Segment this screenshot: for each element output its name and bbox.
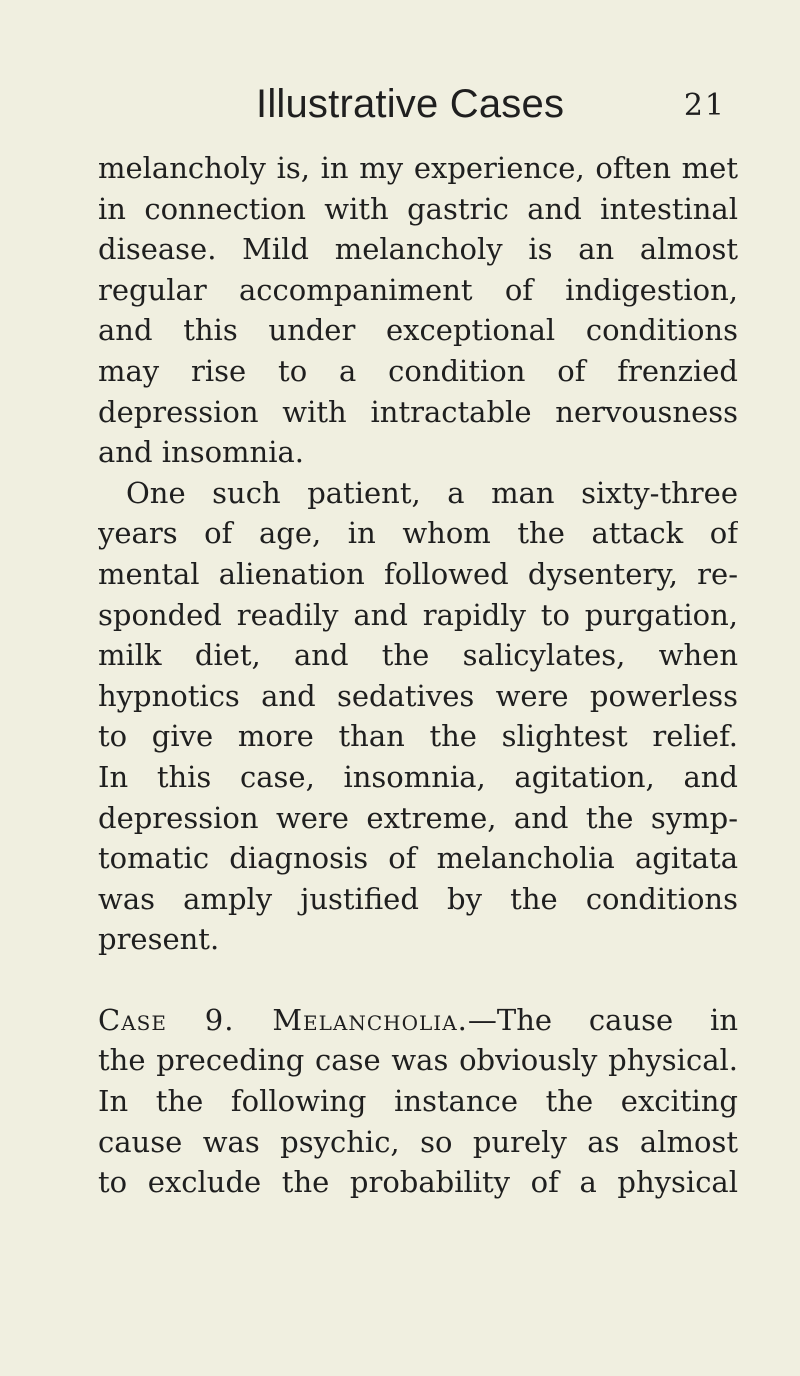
text-line: hypnotics and sedatives were powerless (98, 678, 738, 713)
text-line: and this under exceptional conditions (98, 313, 738, 348)
text-line: One such patient, a man sixty-three (126, 475, 738, 510)
text-line: sponded readily and rapidly to purgation, (98, 597, 738, 632)
text-line: in connection with gastric and intestinal (98, 191, 738, 226)
running-head (98, 78, 738, 138)
text-line: depression with intractable nervousness (98, 394, 738, 429)
text-line: and insomnia. (98, 435, 305, 470)
paragraph-case-9 (98, 1000, 738, 1203)
text-line: was amply justified by the conditions (98, 881, 738, 916)
paragraph-melancholy-digestion (98, 148, 738, 473)
text-line: disease. Mild melancholy is an almost (98, 232, 738, 267)
text-line: milk diet, and the salicylates, when (98, 638, 738, 673)
text-line: years of age, in whom the attack of (98, 516, 738, 551)
text-line: to give more than the slightest relief. (98, 719, 738, 754)
text-line: the preceding case was obviously physical. (98, 1043, 738, 1078)
text-line: may rise to a condition of frenzied (98, 353, 738, 388)
text-line: present. (98, 922, 220, 957)
case-heading: Case 9. Melancholia. (98, 1002, 468, 1037)
text-line: In the following instance the exciting (98, 1084, 738, 1119)
text-line: In this case, insomnia, agitation, and (98, 759, 738, 794)
section-spacer (98, 960, 738, 1000)
text-line: regular accompaniment of indigestion, (98, 272, 738, 307)
text-line: mental alienation followed dysentery, re- (98, 556, 738, 591)
body-text (98, 148, 738, 1203)
text-line: depression were extreme, and the symp- (98, 800, 738, 835)
page-number: 21 (683, 88, 726, 123)
page-title: Illustrative Cases (256, 82, 565, 126)
text-line: melancholy is, in my experience, often met (98, 151, 738, 185)
text-line: tomatic diagnosis of melancholia agitata (98, 841, 738, 876)
text-line (98, 1000, 738, 1041)
case-heading-continuation: —The cause in (467, 1002, 738, 1037)
text-line: cause was psychic, so purely as almost (98, 1124, 738, 1159)
text-line: to exclude the probability of a physical (98, 1165, 738, 1200)
paragraph-patient-case (98, 473, 738, 960)
